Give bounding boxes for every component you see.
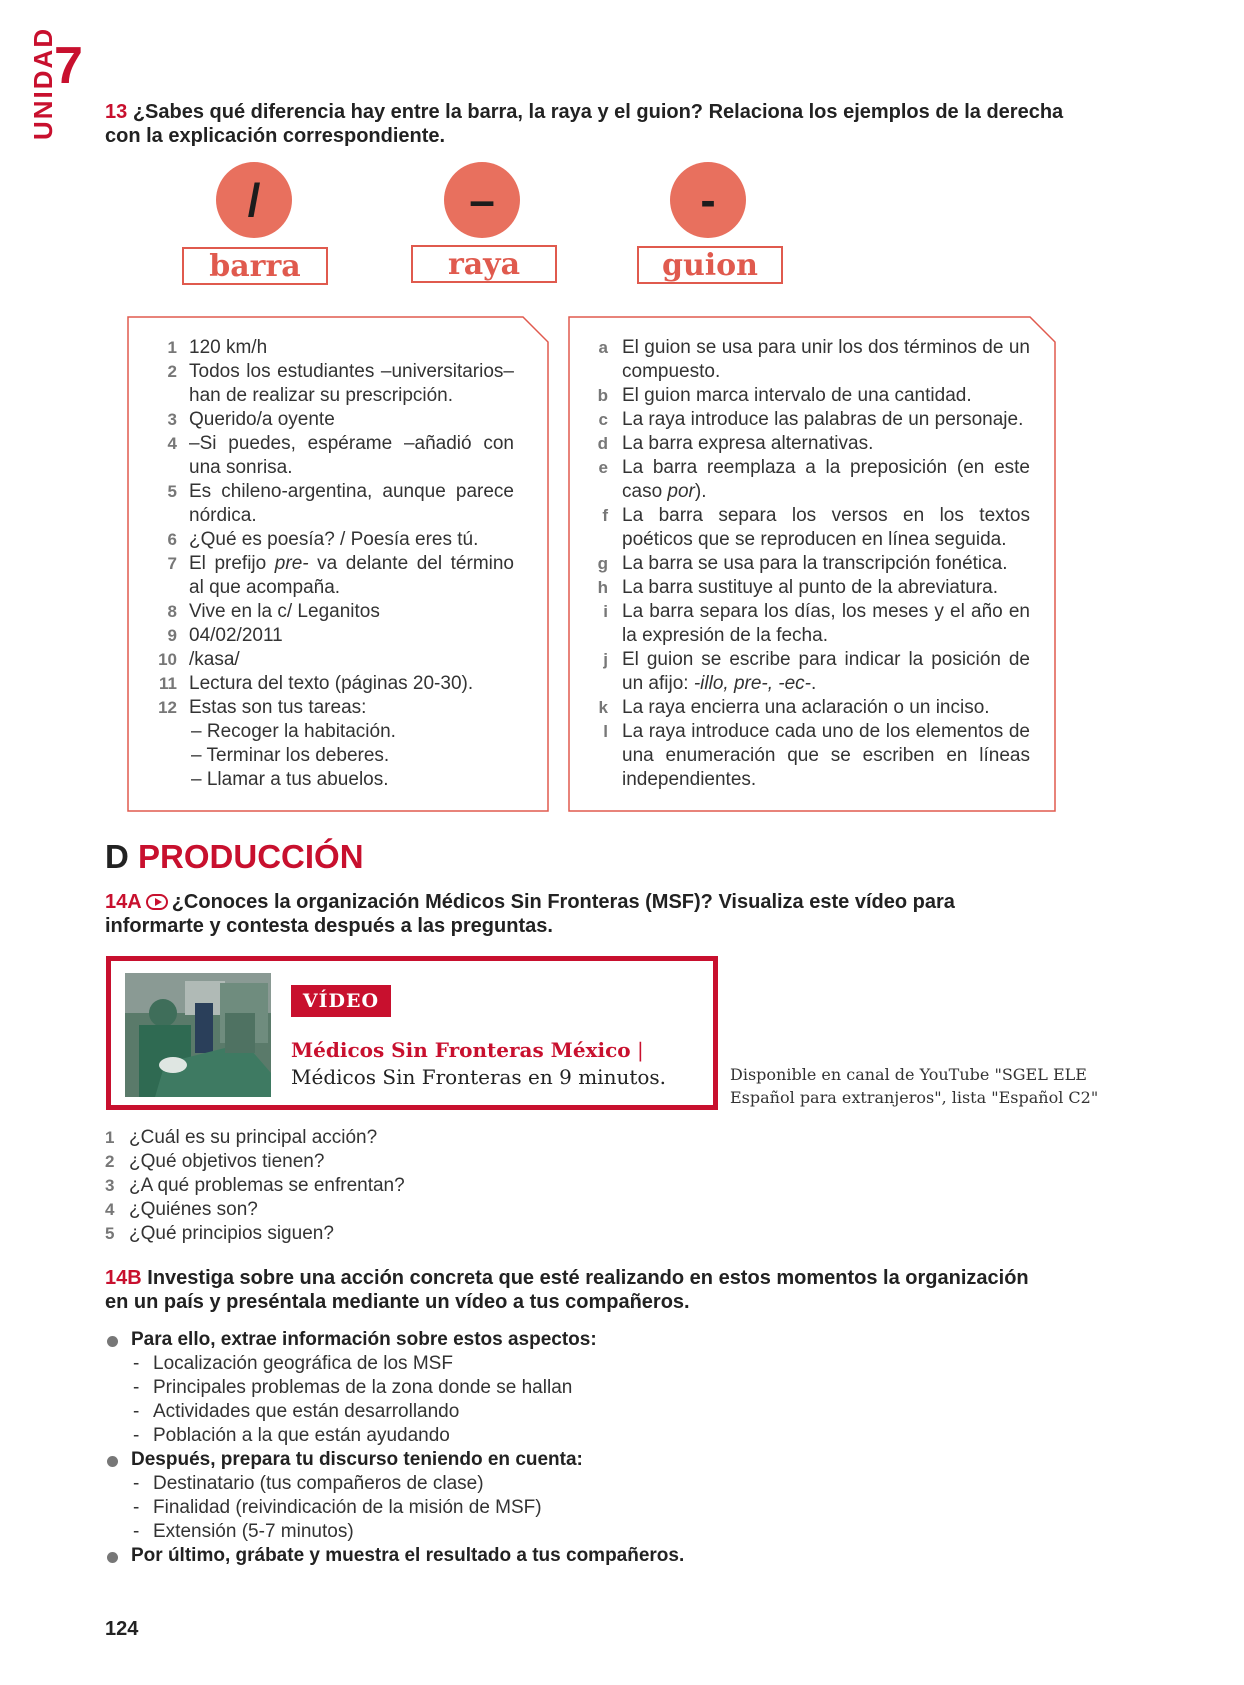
examples-panel bbox=[127, 316, 549, 812]
explanations-panel bbox=[568, 316, 1056, 812]
section-heading bbox=[105, 838, 364, 876]
unit-label: UNIDAD bbox=[28, 26, 58, 140]
example-item: 11 Lectura del texto (páginas 20-30). bbox=[159, 673, 474, 694]
explanation-item: l La raya introduce cada uno de los elementos de una enumeración que se escriben en líneas independientes. bbox=[603, 721, 1030, 790]
sub-item: - Principales problemas de la zona donde se hallan bbox=[133, 1377, 573, 1398]
list-item: 1 ¿Cuál es su principal acción? bbox=[105, 1127, 378, 1148]
example-item: 6 ¿Qué es poesía? / Poesía eres tú. bbox=[167, 529, 479, 550]
list-item: 4 ¿Quiénes son? bbox=[105, 1199, 258, 1220]
bullet-item: Por último, grábate y muestra el resultado a tus compañeros. bbox=[105, 1544, 684, 1568]
video-availability: Disponible en canal de YouTube "SGEL ELE Español para extranjeros", lista "Español C2" bbox=[730, 1065, 1099, 1107]
bullet-item: Para ello, extrae información sobre estos aspectos: - Localización geográfica de los MSF - Principales problemas de la zona donde se hallan - Actividades que están desarrollando - Población a la que están ayudando bbox=[105, 1328, 684, 1448]
symbol-circle-guion: - bbox=[670, 162, 746, 238]
explanation-item: k La raya encierra una aclaración o un inciso. bbox=[598, 697, 990, 718]
symbol-label-guion: guion bbox=[637, 246, 783, 284]
sub-item: - Actividades que están desarrollando bbox=[133, 1401, 460, 1422]
video-separator: | bbox=[636, 1038, 644, 1062]
video-play-icon bbox=[146, 894, 168, 910]
explanation-item: b El guion marca intervalo de una cantidad. bbox=[597, 385, 972, 406]
q14a-heading bbox=[105, 890, 955, 938]
example-item: 9 04/02/2011 bbox=[167, 625, 283, 646]
video-card[interactable] bbox=[106, 956, 718, 1110]
q14b-heading bbox=[105, 1266, 1029, 1314]
q13-heading bbox=[105, 100, 1063, 148]
q14b-bullets bbox=[105, 1328, 684, 1568]
video-title[interactable] bbox=[291, 1037, 711, 1091]
q14b-number: 14B bbox=[105, 1267, 142, 1289]
q14a-number: 14A bbox=[105, 891, 142, 913]
q14b-text-line1: Investiga sobre una acción concreta que esté realizando en estos momentos la organización bbox=[147, 1267, 1029, 1289]
section-letter: D bbox=[105, 838, 129, 875]
sub-item: - Población a la que están ayudando bbox=[133, 1425, 450, 1446]
explanation-item: d La barra expresa alternativas. bbox=[597, 433, 874, 454]
explanation-item: c La raya introduce las palabras de un personaje. bbox=[598, 409, 1024, 430]
example-item: 7 El prefijo pre- va delante del término al que acompaña. bbox=[167, 553, 514, 598]
sub-item: - Finalidad (reivindicación de la misión de MSF) bbox=[133, 1497, 542, 1518]
page-number: 124 bbox=[105, 1618, 139, 1640]
sub-item: - Localización geográfica de los MSF bbox=[133, 1353, 453, 1374]
surgery-photo-icon bbox=[125, 973, 271, 1097]
list-item: 2 ¿Qué objetivos tienen? bbox=[105, 1151, 325, 1172]
explanation-item: f La barra separa los versos en los textos poéticos que se reproducen en línea seguida. bbox=[602, 505, 1030, 550]
list-item: 5 ¿Qué principios siguen? bbox=[105, 1223, 334, 1244]
q13-text-line2: con la explicación correspondiente. bbox=[105, 125, 446, 147]
q13-text-line1: ¿Sabes qué diferencia hay entre la barra, la raya y el guion? Relaciona los ejemplos de la derecha bbox=[132, 101, 1064, 123]
symbol-circle-raya: – bbox=[444, 162, 520, 238]
examples-list bbox=[149, 336, 514, 792]
q13-number: 13 bbox=[105, 101, 128, 123]
example-item: 8 Vive en la c/ Leganitos bbox=[167, 601, 380, 622]
example-item: 12 Estas son tus tareas: – Recoger la habitación. – Terminar los deberes. – Llamar a tus abuelos. bbox=[158, 697, 396, 790]
unit-number: 7 bbox=[54, 37, 83, 95]
sub-item: - Extensión (5-7 minutos) bbox=[133, 1521, 354, 1542]
video-channel: Médicos Sin Fronteras México bbox=[291, 1038, 631, 1062]
bullet-item: Después, prepara tu discurso teniendo en cuenta: - Destinatario (tus compañeros de clase) - Finalidad (reivindicación de la misión de MSF) - Extensión (5-7 minutos) bbox=[105, 1448, 684, 1544]
example-item: 3 Querido/a oyente bbox=[167, 409, 335, 430]
video-title-text: Médicos Sin Fronteras en 9 minutos. bbox=[291, 1065, 667, 1089]
q14a-text-line1: ¿Conoces la organización Médicos Sin Fronteras (MSF)? Visualiza este vídeo para bbox=[171, 891, 955, 913]
explanation-item: g La barra se usa para la transcripción fonética. bbox=[597, 553, 1008, 574]
example-item: 4 –Si puedes, espérame –añadió con una sonrisa. bbox=[167, 433, 514, 478]
explanations-list bbox=[590, 336, 1030, 792]
explanation-item: e La barra reemplaza a la preposición (en este caso por). bbox=[598, 457, 1030, 502]
q14a-questions bbox=[105, 1126, 405, 1246]
explanation-item: h La barra sustituye al punto de la abreviatura. bbox=[597, 577, 999, 598]
symbol-label-raya: raya bbox=[411, 245, 557, 283]
example-item: 1 120 km/h bbox=[167, 337, 268, 358]
list-item: 3 ¿A qué problemas se enfrentan? bbox=[105, 1175, 405, 1196]
example-item: 2 Todos los estudiantes –universitarios– han de realizar su prescripción. bbox=[167, 361, 514, 406]
example-item: 10 /kasa/ bbox=[158, 649, 240, 670]
video-thumbnail[interactable] bbox=[125, 973, 271, 1097]
symbol-label-barra: barra bbox=[182, 247, 328, 285]
section-title: PRODUCCIÓN bbox=[138, 838, 364, 875]
sub-item: - Destinatario (tus compañeros de clase) bbox=[133, 1473, 484, 1494]
example-item: 5 Es chileno-argentina, aunque parece nórdica. bbox=[167, 481, 514, 526]
explanation-item: j El guion se escribe para indicar la posición de un afijo: -illo, pre-, -ec-. bbox=[603, 649, 1030, 694]
q14a-text-line2: informarte y contesta después a las preguntas. bbox=[105, 915, 553, 937]
q14b-text-line2: en un país y preséntala mediante un vídeo a tus compañeros. bbox=[105, 1291, 690, 1313]
symbol-circle-barra: / bbox=[216, 162, 292, 238]
explanation-item: a El guion se usa para unir los dos términos de un compuesto. bbox=[598, 337, 1030, 382]
explanation-item: i La barra separa los días, los meses y el año en la expresión de la fecha. bbox=[603, 601, 1030, 646]
video-badge: VÍDEO bbox=[291, 985, 391, 1017]
